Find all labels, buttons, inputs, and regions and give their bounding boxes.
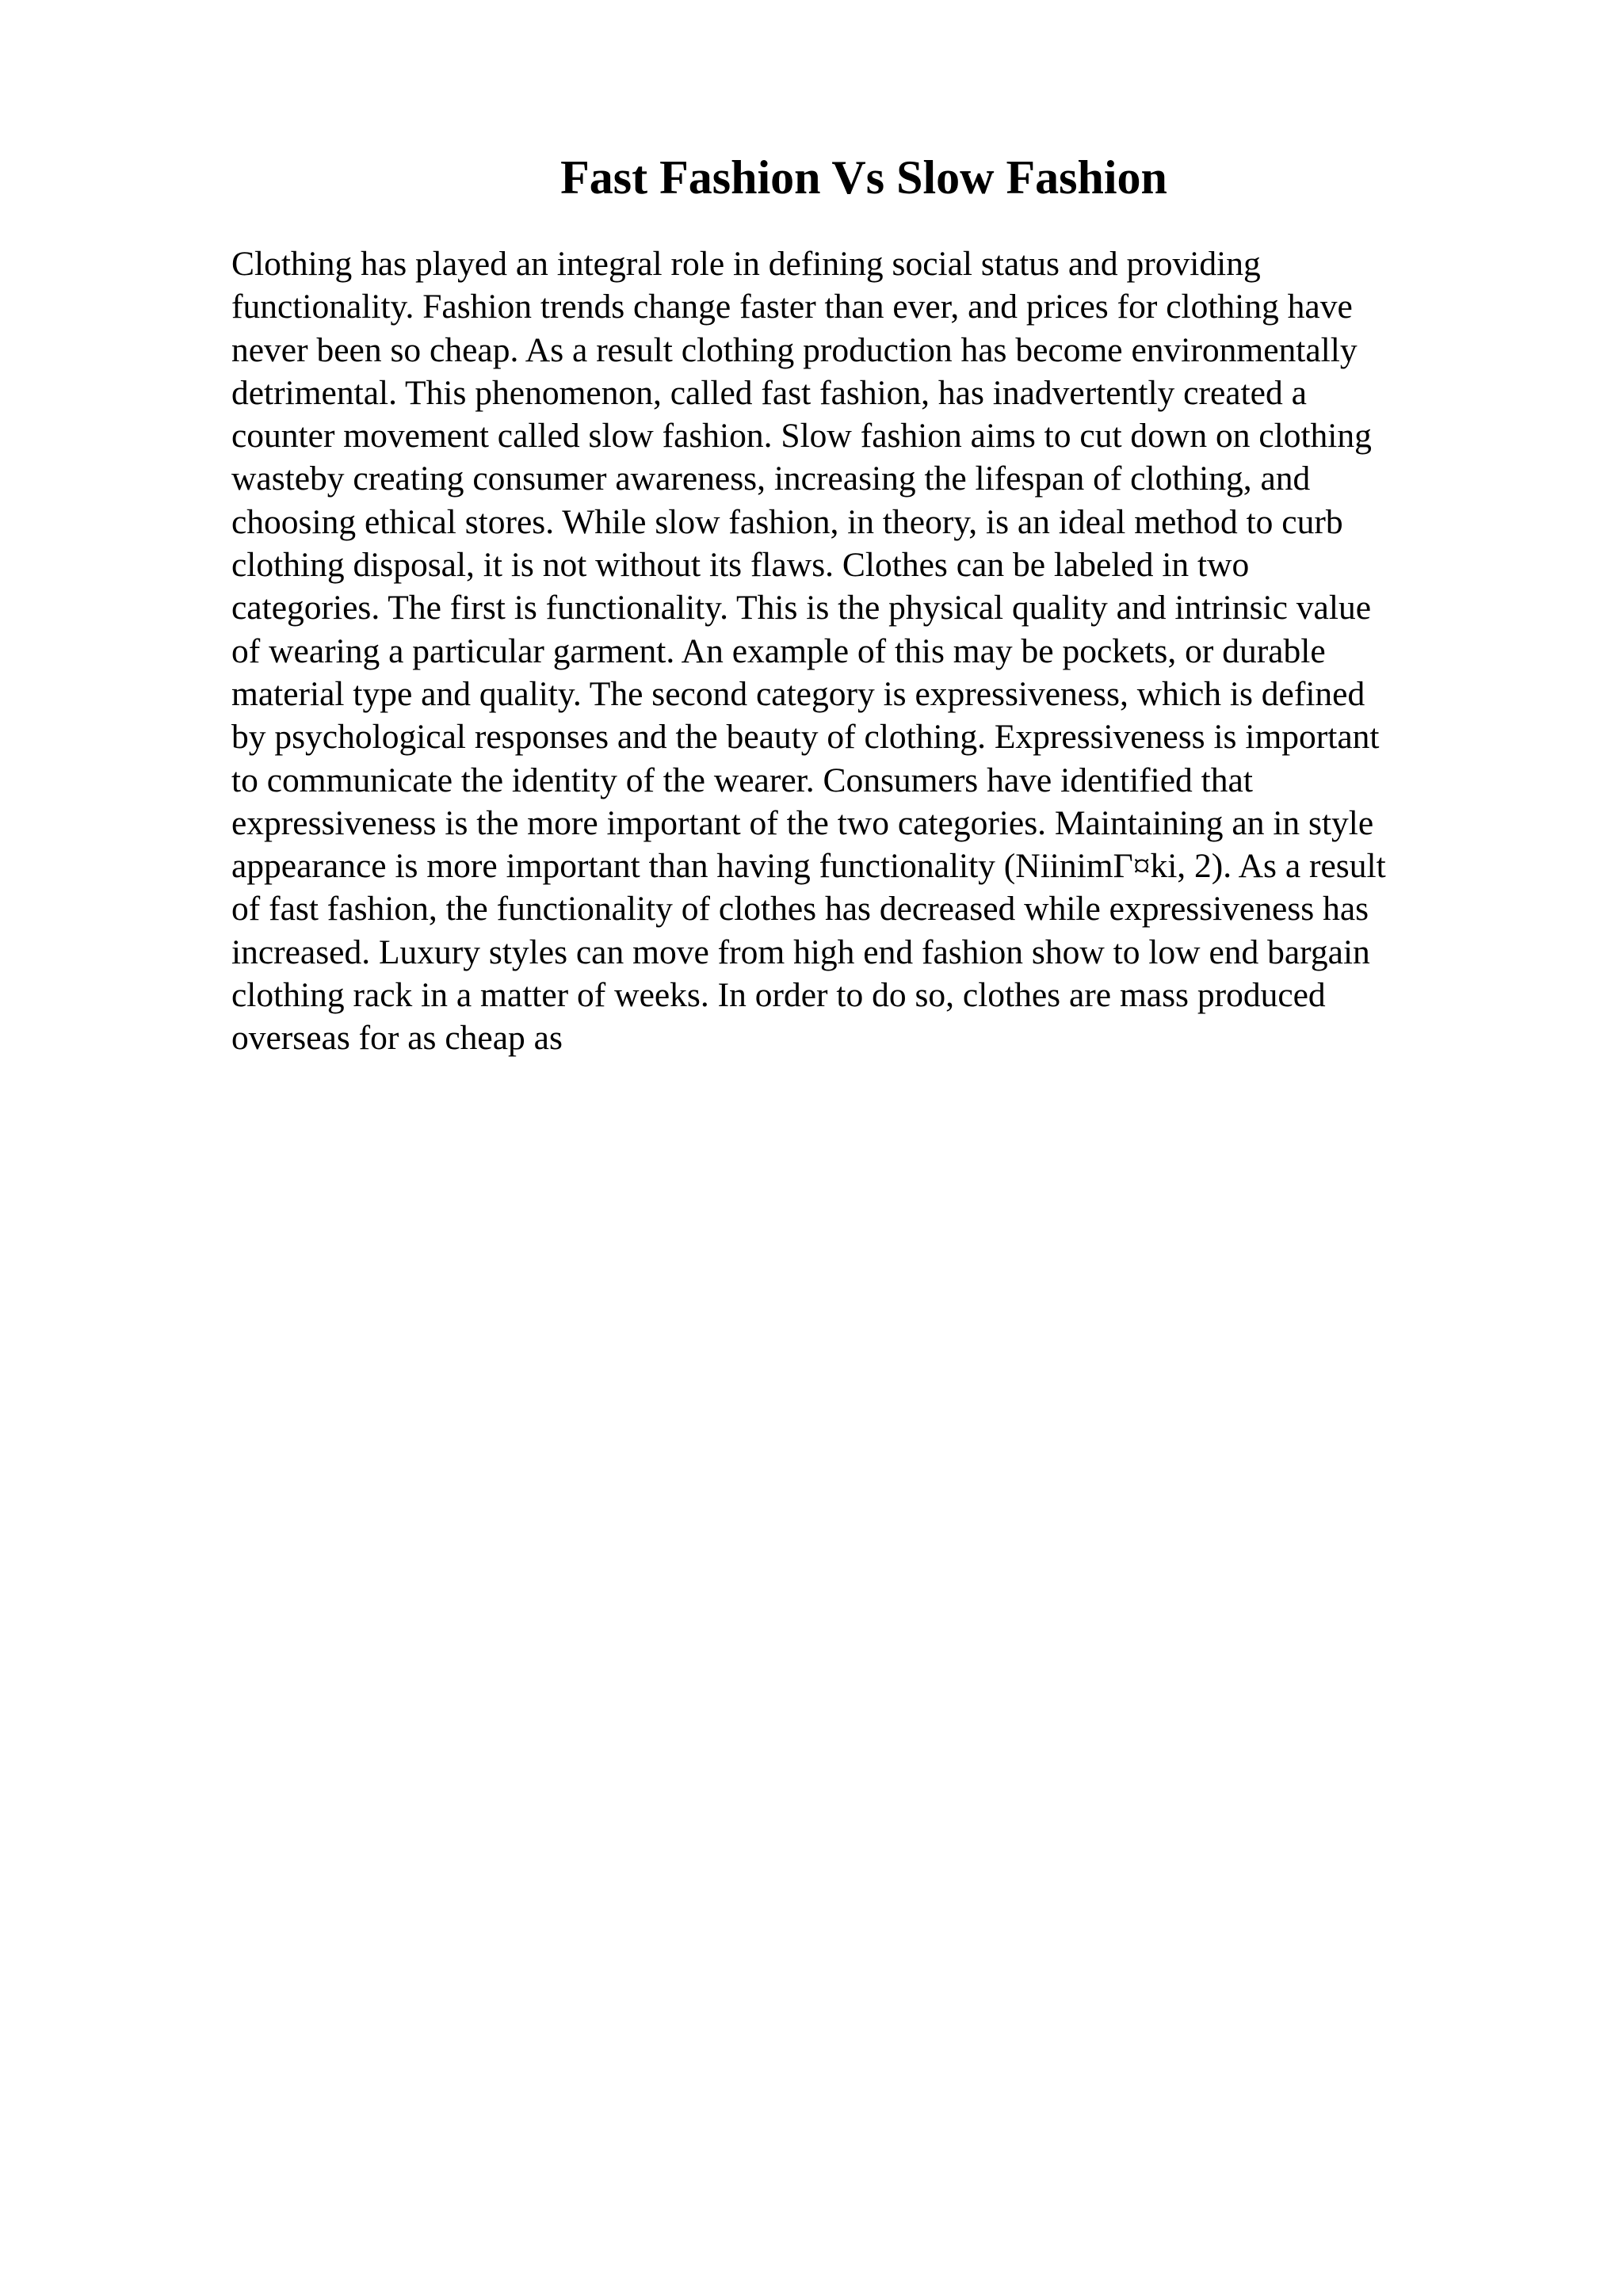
paragraph-line: expressiveness is the more important of the two categories. Maintaining an in style: [231, 803, 1374, 842]
paragraph-line: overseas for as cheap as: [231, 1019, 563, 1058]
paragraph-line: wasteby creating consumer awareness, increasing the lifespan of clothing, and: [231, 460, 1311, 498]
paragraph-line: appearance is more important than having functionality (NiinimΓ¤ki, 2). As a result: [231, 847, 1386, 886]
paragraph-line: clothing rack in a matter of weeks. In order to do so, clothes are mass produced: [231, 976, 1326, 1015]
paragraph-line: counter movement called slow fashion. Slow fashion aims to cut down on clothing: [231, 417, 1372, 456]
paragraph-line: by psychological responses and the beauty of clothing. Expressiveness is important: [231, 718, 1380, 757]
paragraph-line: detrimental. This phenomenon, called fast fashion, has inadvertently created a: [231, 373, 1307, 412]
paragraph-line: never been so cheap. As a result clothing production has become environmentally: [231, 330, 1358, 369]
paragraph-line: categories. The first is functionality. This is the physical quality and intrinsic value: [231, 589, 1372, 627]
paragraph-line: material type and quality. The second category is expressiveness, which is defined: [231, 674, 1365, 713]
paragraph-line: of fast fashion, the functionality of clothes has decreased while expressiveness has: [231, 890, 1369, 929]
paragraph-line: choosing ethical stores. While slow fashion, in theory, is an ideal method to curb: [231, 502, 1343, 541]
paragraph-line: increased. Luxury styles can move from high end fashion show to low end bargain: [231, 933, 1370, 971]
body-paragraph: [231, 242, 1499, 1060]
document-title: Fast Fashion Vs Slow Fashion: [560, 151, 1167, 204]
paragraph-line: Clothing has played an integral role in defining social status and providing: [231, 245, 1261, 283]
paragraph-line: clothing disposal, it is not without its flaws. Clothes can be labeled in two: [231, 546, 1250, 585]
paragraph-line: of wearing a particular garment. An example of this may be pockets, or durable: [231, 631, 1326, 670]
paragraph-line: functionality. Fashion trends change faster than ever, and prices for clothing have: [231, 288, 1353, 326]
paragraph-line: to communicate the identity of the wearer. Consumers have identified that: [231, 761, 1253, 799]
